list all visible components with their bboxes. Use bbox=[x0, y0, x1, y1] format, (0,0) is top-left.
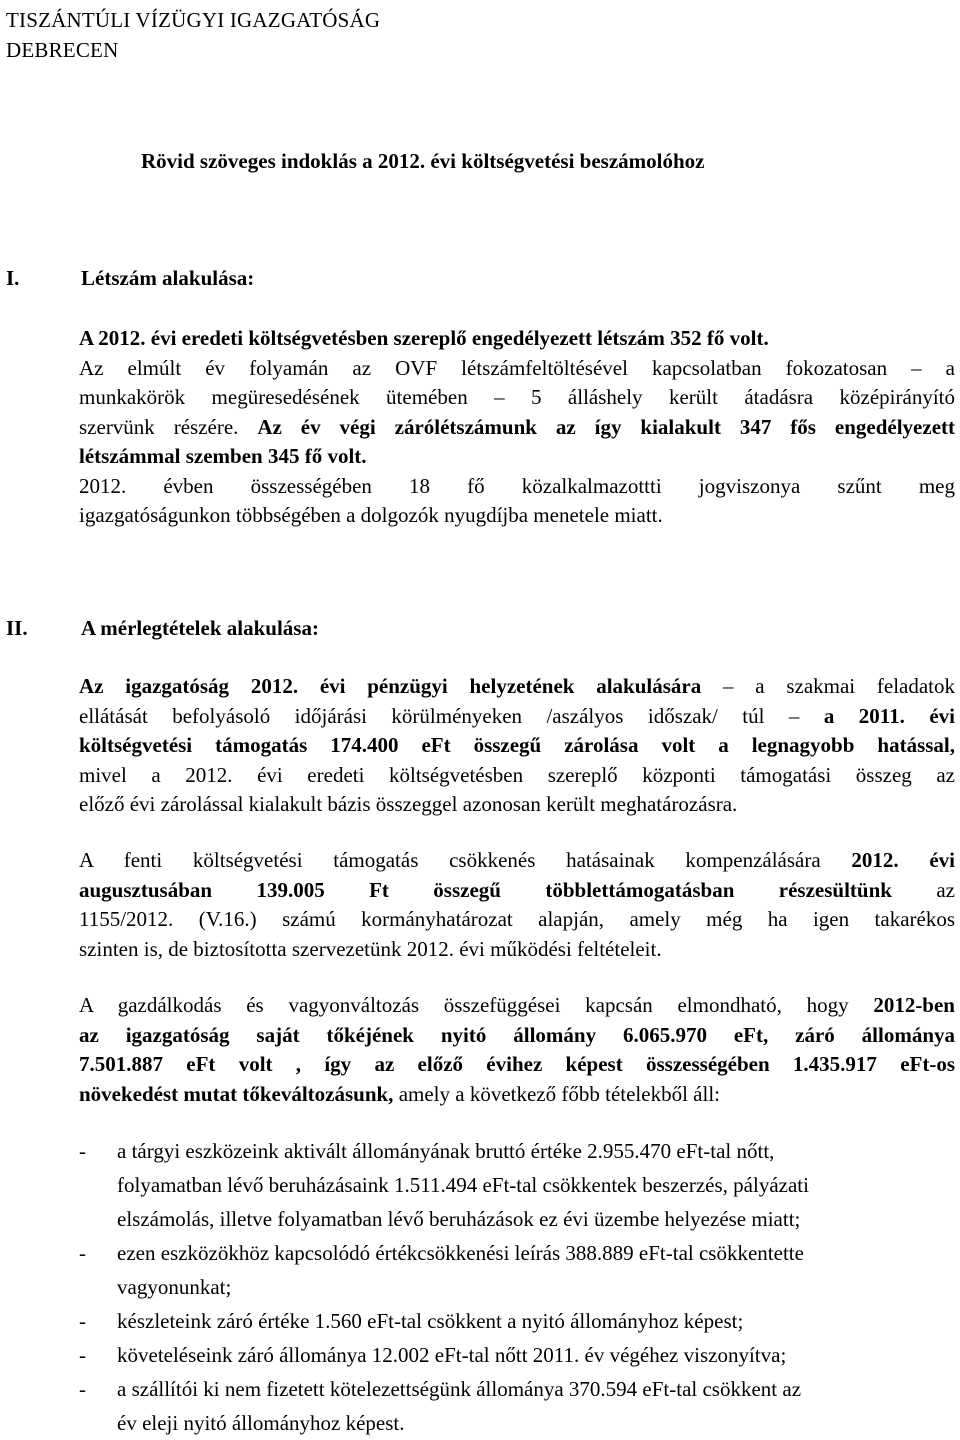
text-line: augusztusában 139.005 Ft összegű többlettámogatásban részesültünk az bbox=[79, 877, 955, 902]
section-1-heading bbox=[6, 263, 254, 293]
section-2-paragraph-2 bbox=[79, 845, 955, 963]
list-item-line: elszámolás, illetve folyamatban lévő beruházások ez évi üzembe helyezése miatt; bbox=[117, 1207, 801, 1231]
text-line: létszámmal szemben 345 fő volt. bbox=[79, 444, 367, 468]
section-2-number: II. bbox=[6, 616, 28, 640]
list-item bbox=[79, 1372, 955, 1440]
list-item-line: vagyonunkat; bbox=[117, 1275, 232, 1299]
section-1-title: Létszám alakulása: bbox=[81, 266, 255, 290]
text-line: 7.501.887 eFt volt , így az előző évihez képest összességében 1.435.917 eFt-os bbox=[79, 1052, 955, 1076]
list-bullet: - bbox=[79, 1241, 86, 1265]
list-item-line: ezen eszközökhöz kapcsolódó értékcsökkenési leírás 388.889 eFt-tal csökkentette bbox=[117, 1241, 804, 1265]
list-item-line: a tárgyi eszközeink aktivált állományának bruttó értéke 2.955.470 eFt-tal nőtt, bbox=[117, 1139, 775, 1163]
section-1-number: I. bbox=[6, 266, 20, 290]
document-title: Rövid szöveges indoklás a 2012. évi költségvetési beszámolóhoz bbox=[141, 149, 705, 173]
list-item-line: készleteink záró értéke 1.560 eFt-tal csökkent a nyitó állományhoz képest; bbox=[117, 1309, 744, 1333]
list-item bbox=[79, 1304, 955, 1338]
list-bullet: - bbox=[79, 1343, 86, 1367]
text-line: az igazgatóság saját tőkéjének nyitó állomány 6.065.970 eFt, záró állománya bbox=[79, 1022, 955, 1047]
section-2-heading bbox=[6, 613, 319, 643]
section-2-title: A mérlegtételek alakulása: bbox=[81, 616, 319, 640]
section-2-paragraph-1 bbox=[79, 671, 955, 819]
list-item bbox=[79, 1236, 955, 1304]
organization-name: TISZÁNTÚLI VÍZÜGYI IGAZGATÓSÁG bbox=[6, 8, 381, 32]
text-line: 1155/2012. (V.16.) számú kormányhatározat alapján, amely még ha igen takarékos bbox=[79, 907, 955, 931]
text-line: költségvetési támogatás 174.400 eFt összegű zárolása volt a legnagyobb hatással, bbox=[79, 733, 955, 757]
text-line: mivel a 2012. évi eredeti költségvetésben szereplő központi támogatási összeg az bbox=[79, 762, 955, 787]
organization-city: DEBRECEN bbox=[6, 38, 119, 62]
text-line: ellátását befolyásoló időjárási körülményeken /aszályos időszak/ túl – a 2011. évi bbox=[79, 703, 955, 728]
text-line: Az igazgatóság 2012. évi pénzügyi helyzetének alakulására – a szakmai feladatok bbox=[79, 674, 956, 698]
list-bullet: - bbox=[79, 1377, 86, 1401]
list-item-line: a szállítói ki nem fizetett kötelezettségünk állománya 370.594 eFt-tal csökkent az bbox=[117, 1377, 802, 1401]
text-line: szervünk részére. Az év végi zárólétszámunk az így kialakult 347 fős engedélyezett bbox=[79, 414, 955, 439]
text-line: A 2012. évi eredeti költségvetésben szereplő engedélyezett létszám 352 fő volt. bbox=[79, 326, 769, 350]
text-line: szinten is, de biztosította szervezetünk 2012. évi működési feltételeit. bbox=[79, 936, 662, 961]
list-item bbox=[79, 1134, 955, 1236]
text-line: növekedést mutat tőkeváltozásunk, amely a következő főbb tételekből áll: bbox=[79, 1081, 720, 1106]
list-item-line: követeléseink záró állománya 12.002 eFt-tal nőtt 2011. év végéhez viszonyítva; bbox=[117, 1343, 787, 1367]
section-2-paragraph-3 bbox=[79, 990, 955, 1108]
text-line: előző évi zárolással kialakult bázis összeggel azonosan került meghatározásra. bbox=[79, 792, 738, 816]
list-item-line: év eleji nyitó állományhoz képest. bbox=[117, 1411, 405, 1435]
list-bullet: - bbox=[79, 1309, 86, 1333]
changes-list bbox=[79, 1134, 955, 1440]
text-line: igazgatóságunkon többségében a dolgozók nyugdíjba menetele miatt. bbox=[79, 503, 663, 527]
text-line: 2012. évben összességében 18 fő közalkalmazottti jogviszonya szűnt meg bbox=[79, 473, 955, 498]
list-item bbox=[79, 1338, 955, 1372]
section-1-paragraph bbox=[79, 323, 955, 530]
list-item-line: folyamatban lévő beruházásaink 1.511.494 eFt-tal csökkentek beszerzés, pályázati bbox=[117, 1173, 809, 1197]
organization-header bbox=[6, 5, 380, 65]
list-bullet: - bbox=[79, 1139, 86, 1163]
text-line: A gazdálkodás és vagyonváltozás összefüggései kapcsán elmondható, hogy 2012-ben bbox=[79, 993, 955, 1017]
text-line: A fenti költségvetési támogatás csökkenés hatásainak kompenzálására 2012. évi bbox=[79, 848, 955, 872]
text-line: Az elmúlt év folyamán az OVF létszámfeltöltésével kapcsolatban fokozatosan – a bbox=[79, 355, 955, 380]
text-line: munkakörök megüresedésének ütemében – 5 álláshely került átadásra középirányító bbox=[79, 385, 955, 409]
